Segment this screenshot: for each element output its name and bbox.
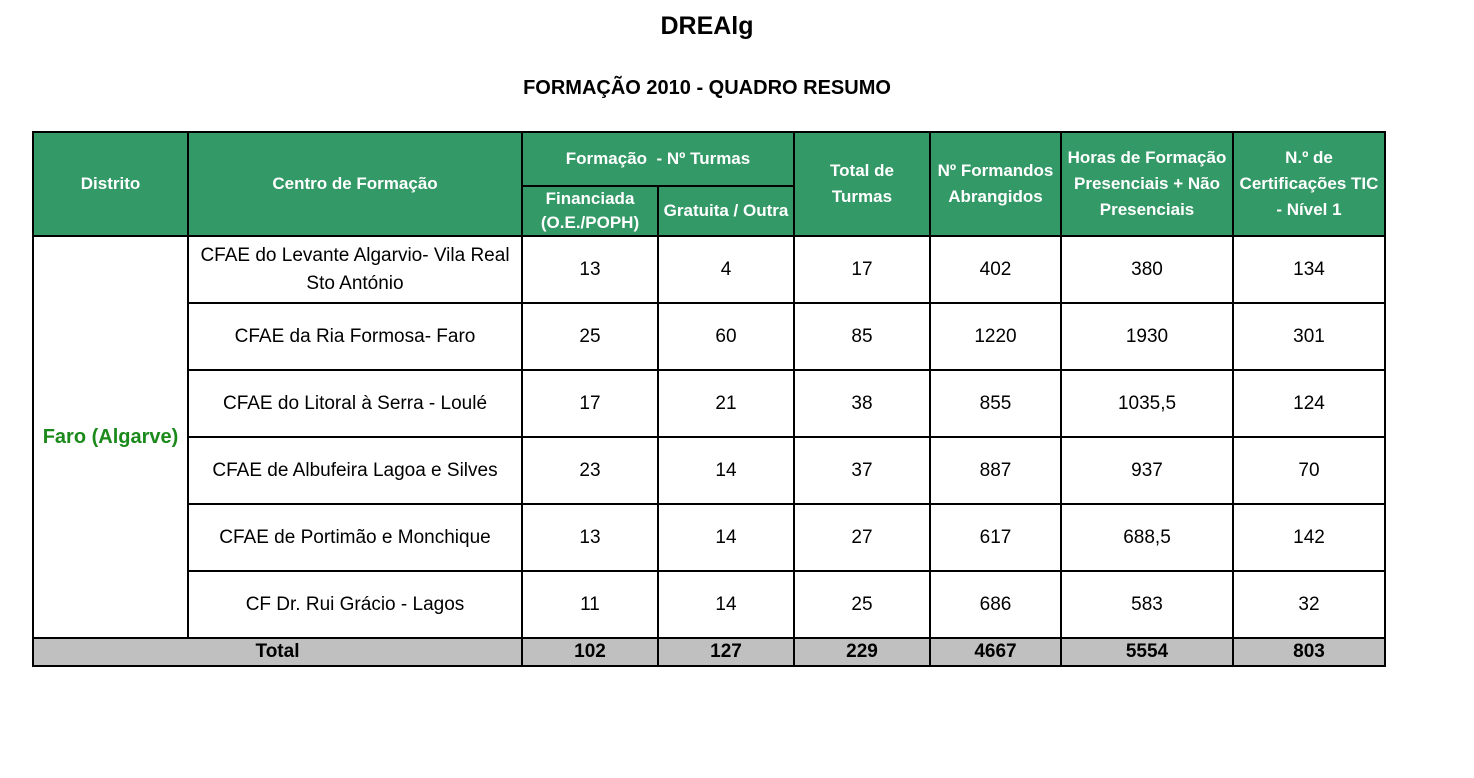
certificacoes-cell: 134	[1233, 236, 1385, 303]
financiada-cell: 23	[522, 437, 658, 504]
centro-cell: CFAE de Portimão e Monchique	[188, 504, 522, 571]
district-cell: Faro (Algarve)	[33, 236, 188, 638]
table-row	[33, 370, 1385, 437]
total-financiada: 102	[522, 638, 658, 666]
centro-cell: CFAE do Levante Algarvio- Vila Real Sto António	[188, 236, 522, 303]
centro-cell: CFAE de Albufeira Lagoa e Silves	[188, 437, 522, 504]
total-gratuita: 127	[658, 638, 794, 666]
table-row	[33, 437, 1385, 504]
horas-cell: 937	[1061, 437, 1233, 504]
total-row	[33, 638, 1385, 666]
header-distrito: Distrito	[33, 132, 188, 236]
header-centro: Centro de Formação	[188, 132, 522, 236]
total-turmas-cell: 38	[794, 370, 930, 437]
financiada-cell: 13	[522, 236, 658, 303]
formandos-cell: 402	[930, 236, 1061, 303]
header-certificacoes: N.º de Certificações TIC - Nível 1	[1233, 132, 1385, 236]
financiada-cell: 13	[522, 504, 658, 571]
formandos-cell: 887	[930, 437, 1061, 504]
table-row	[33, 236, 1385, 303]
horas-cell: 1930	[1061, 303, 1233, 370]
gratuita-cell: 21	[658, 370, 794, 437]
certificacoes-cell: 301	[1233, 303, 1385, 370]
certificacoes-cell: 70	[1233, 437, 1385, 504]
formandos-cell: 1220	[930, 303, 1061, 370]
financiada-cell: 11	[522, 571, 658, 638]
header-formandos: Nº Formandos Abrangidos	[930, 132, 1061, 236]
document-subtitle: FORMAÇÃO 2010 - QUADRO RESUMO	[523, 77, 891, 99]
gratuita-cell: 14	[658, 571, 794, 638]
document-title: DREAlg	[660, 12, 754, 40]
horas-cell: 380	[1061, 236, 1233, 303]
total-turmas-cell: 85	[794, 303, 930, 370]
summary-table	[32, 131, 1386, 667]
centro-cell: CFAE do Litoral à Serra - Loulé	[188, 370, 522, 437]
header-total-turmas: Total de Turmas	[794, 132, 930, 236]
total-turmas: 229	[794, 638, 930, 666]
total-label: Total	[33, 638, 522, 666]
total-certificacoes: 803	[1233, 638, 1385, 666]
total-turmas-cell: 37	[794, 437, 930, 504]
financiada-cell: 17	[522, 370, 658, 437]
header-formacao-group: Formação - Nº Turmas	[522, 132, 794, 186]
total-turmas-cell: 25	[794, 571, 930, 638]
formandos-cell: 686	[930, 571, 1061, 638]
formandos-cell: 855	[930, 370, 1061, 437]
horas-cell: 688,5	[1061, 504, 1233, 571]
formandos-cell: 617	[930, 504, 1061, 571]
horas-cell: 1035,5	[1061, 370, 1233, 437]
gratuita-cell: 60	[658, 303, 794, 370]
gratuita-cell: 14	[658, 504, 794, 571]
certificacoes-cell: 124	[1233, 370, 1385, 437]
table-row	[33, 303, 1385, 370]
header-horas: Horas de Formação Presenciais + Não Presenciais	[1061, 132, 1233, 236]
total-turmas-cell: 27	[794, 504, 930, 571]
centro-cell: CFAE da Ria Formosa- Faro	[188, 303, 522, 370]
centro-cell: CF Dr. Rui Grácio - Lagos	[188, 571, 522, 638]
table-row	[33, 504, 1385, 571]
total-turmas-cell: 17	[794, 236, 930, 303]
certificacoes-cell: 32	[1233, 571, 1385, 638]
header-financiada: Financiada (O.E./POPH)	[522, 186, 658, 236]
financiada-cell: 25	[522, 303, 658, 370]
gratuita-cell: 4	[658, 236, 794, 303]
total-formandos: 4667	[930, 638, 1061, 666]
header-gratuita: Gratuita / Outra	[658, 186, 794, 236]
certificacoes-cell: 142	[1233, 504, 1385, 571]
gratuita-cell: 14	[658, 437, 794, 504]
horas-cell: 583	[1061, 571, 1233, 638]
total-horas: 5554	[1061, 638, 1233, 666]
table-row	[33, 571, 1385, 638]
